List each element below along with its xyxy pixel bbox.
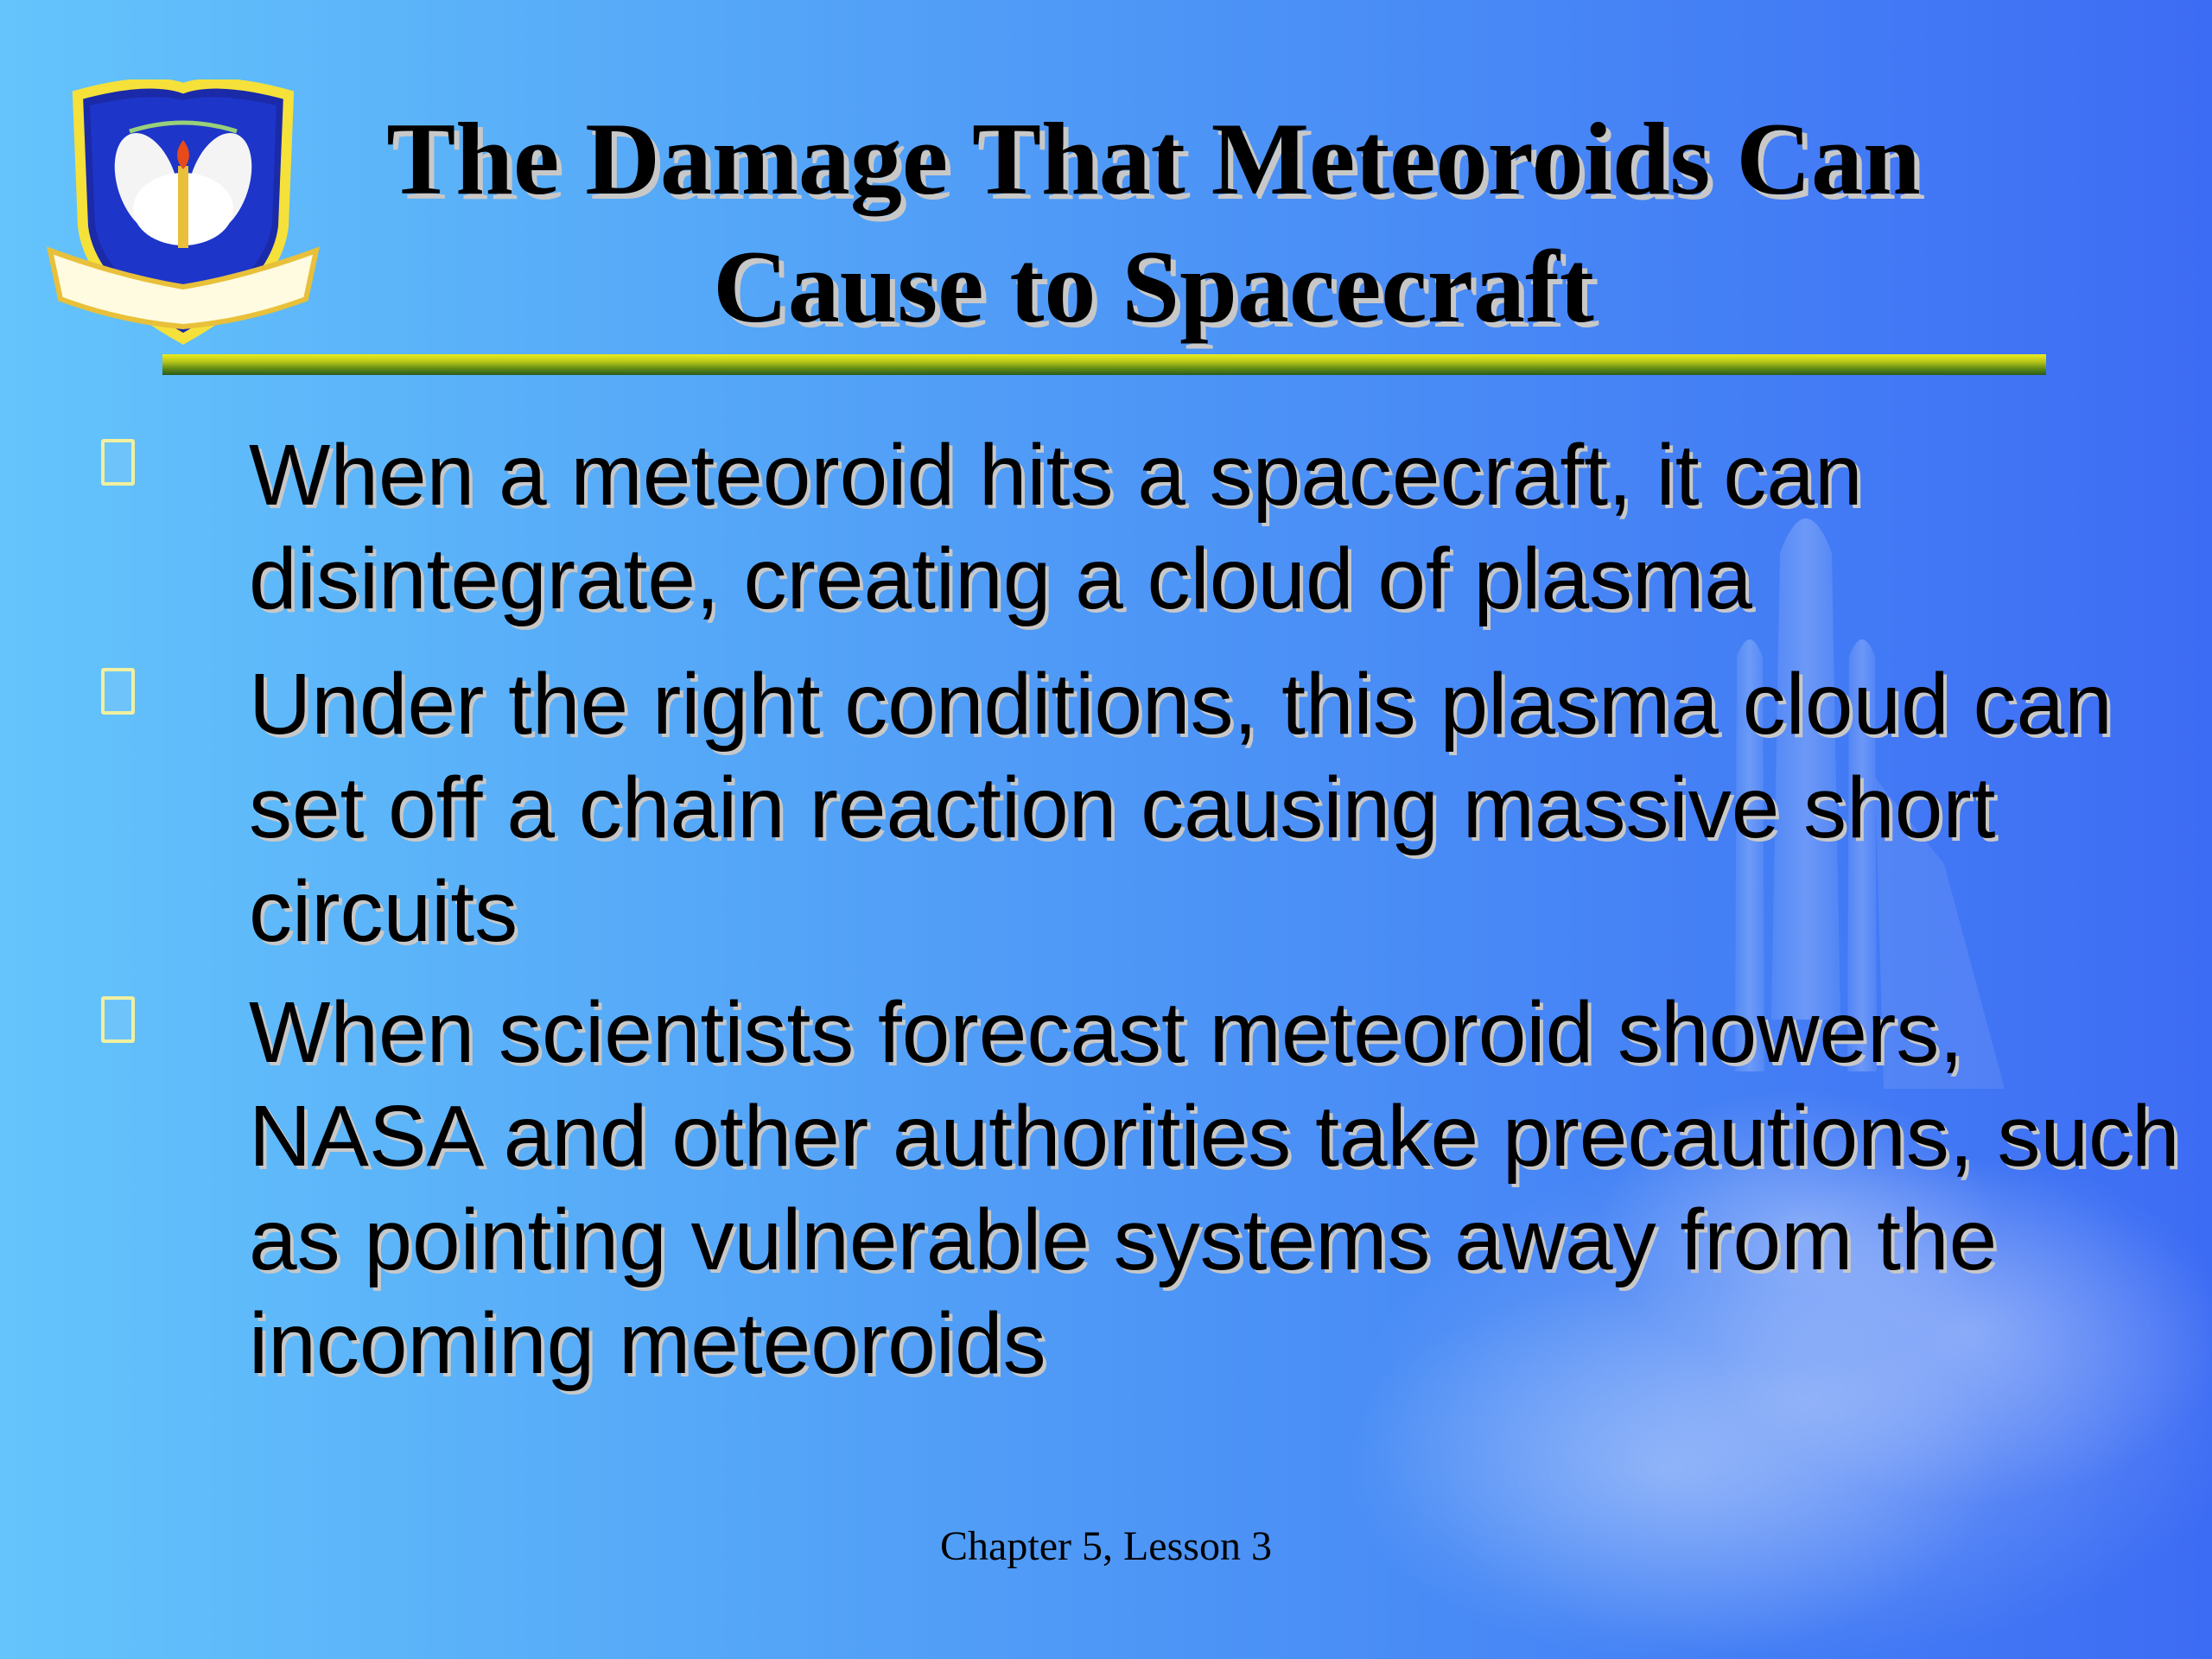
square-bullet-icon	[101, 668, 135, 715]
square-bullet-icon	[101, 439, 135, 486]
air-force-jrotc-badge-icon	[43, 79, 324, 347]
bullet-text: When scientists forecast meteoroid showers, NASA and other authorities take precautions, such as pointing vulnerable systems away from the incoming meteoroids	[249, 984, 2180, 1392]
square-bullet-icon	[101, 996, 135, 1043]
slide-title: The Damage That Meteoroids Can Cause to Spacecraft	[386, 101, 1921, 344]
bullet-text: When a meteoroid hits a spacecraft, it can disintegrate, creating a cloud of plasma	[249, 427, 1863, 627]
title-underline	[162, 354, 2046, 375]
slide-footer: Chapter 5, Lesson 3	[940, 1523, 1272, 1569]
bullet-text: Under the right conditions, this plasma cloud can set off a chain reaction causing massive short circuits	[249, 656, 2113, 960]
